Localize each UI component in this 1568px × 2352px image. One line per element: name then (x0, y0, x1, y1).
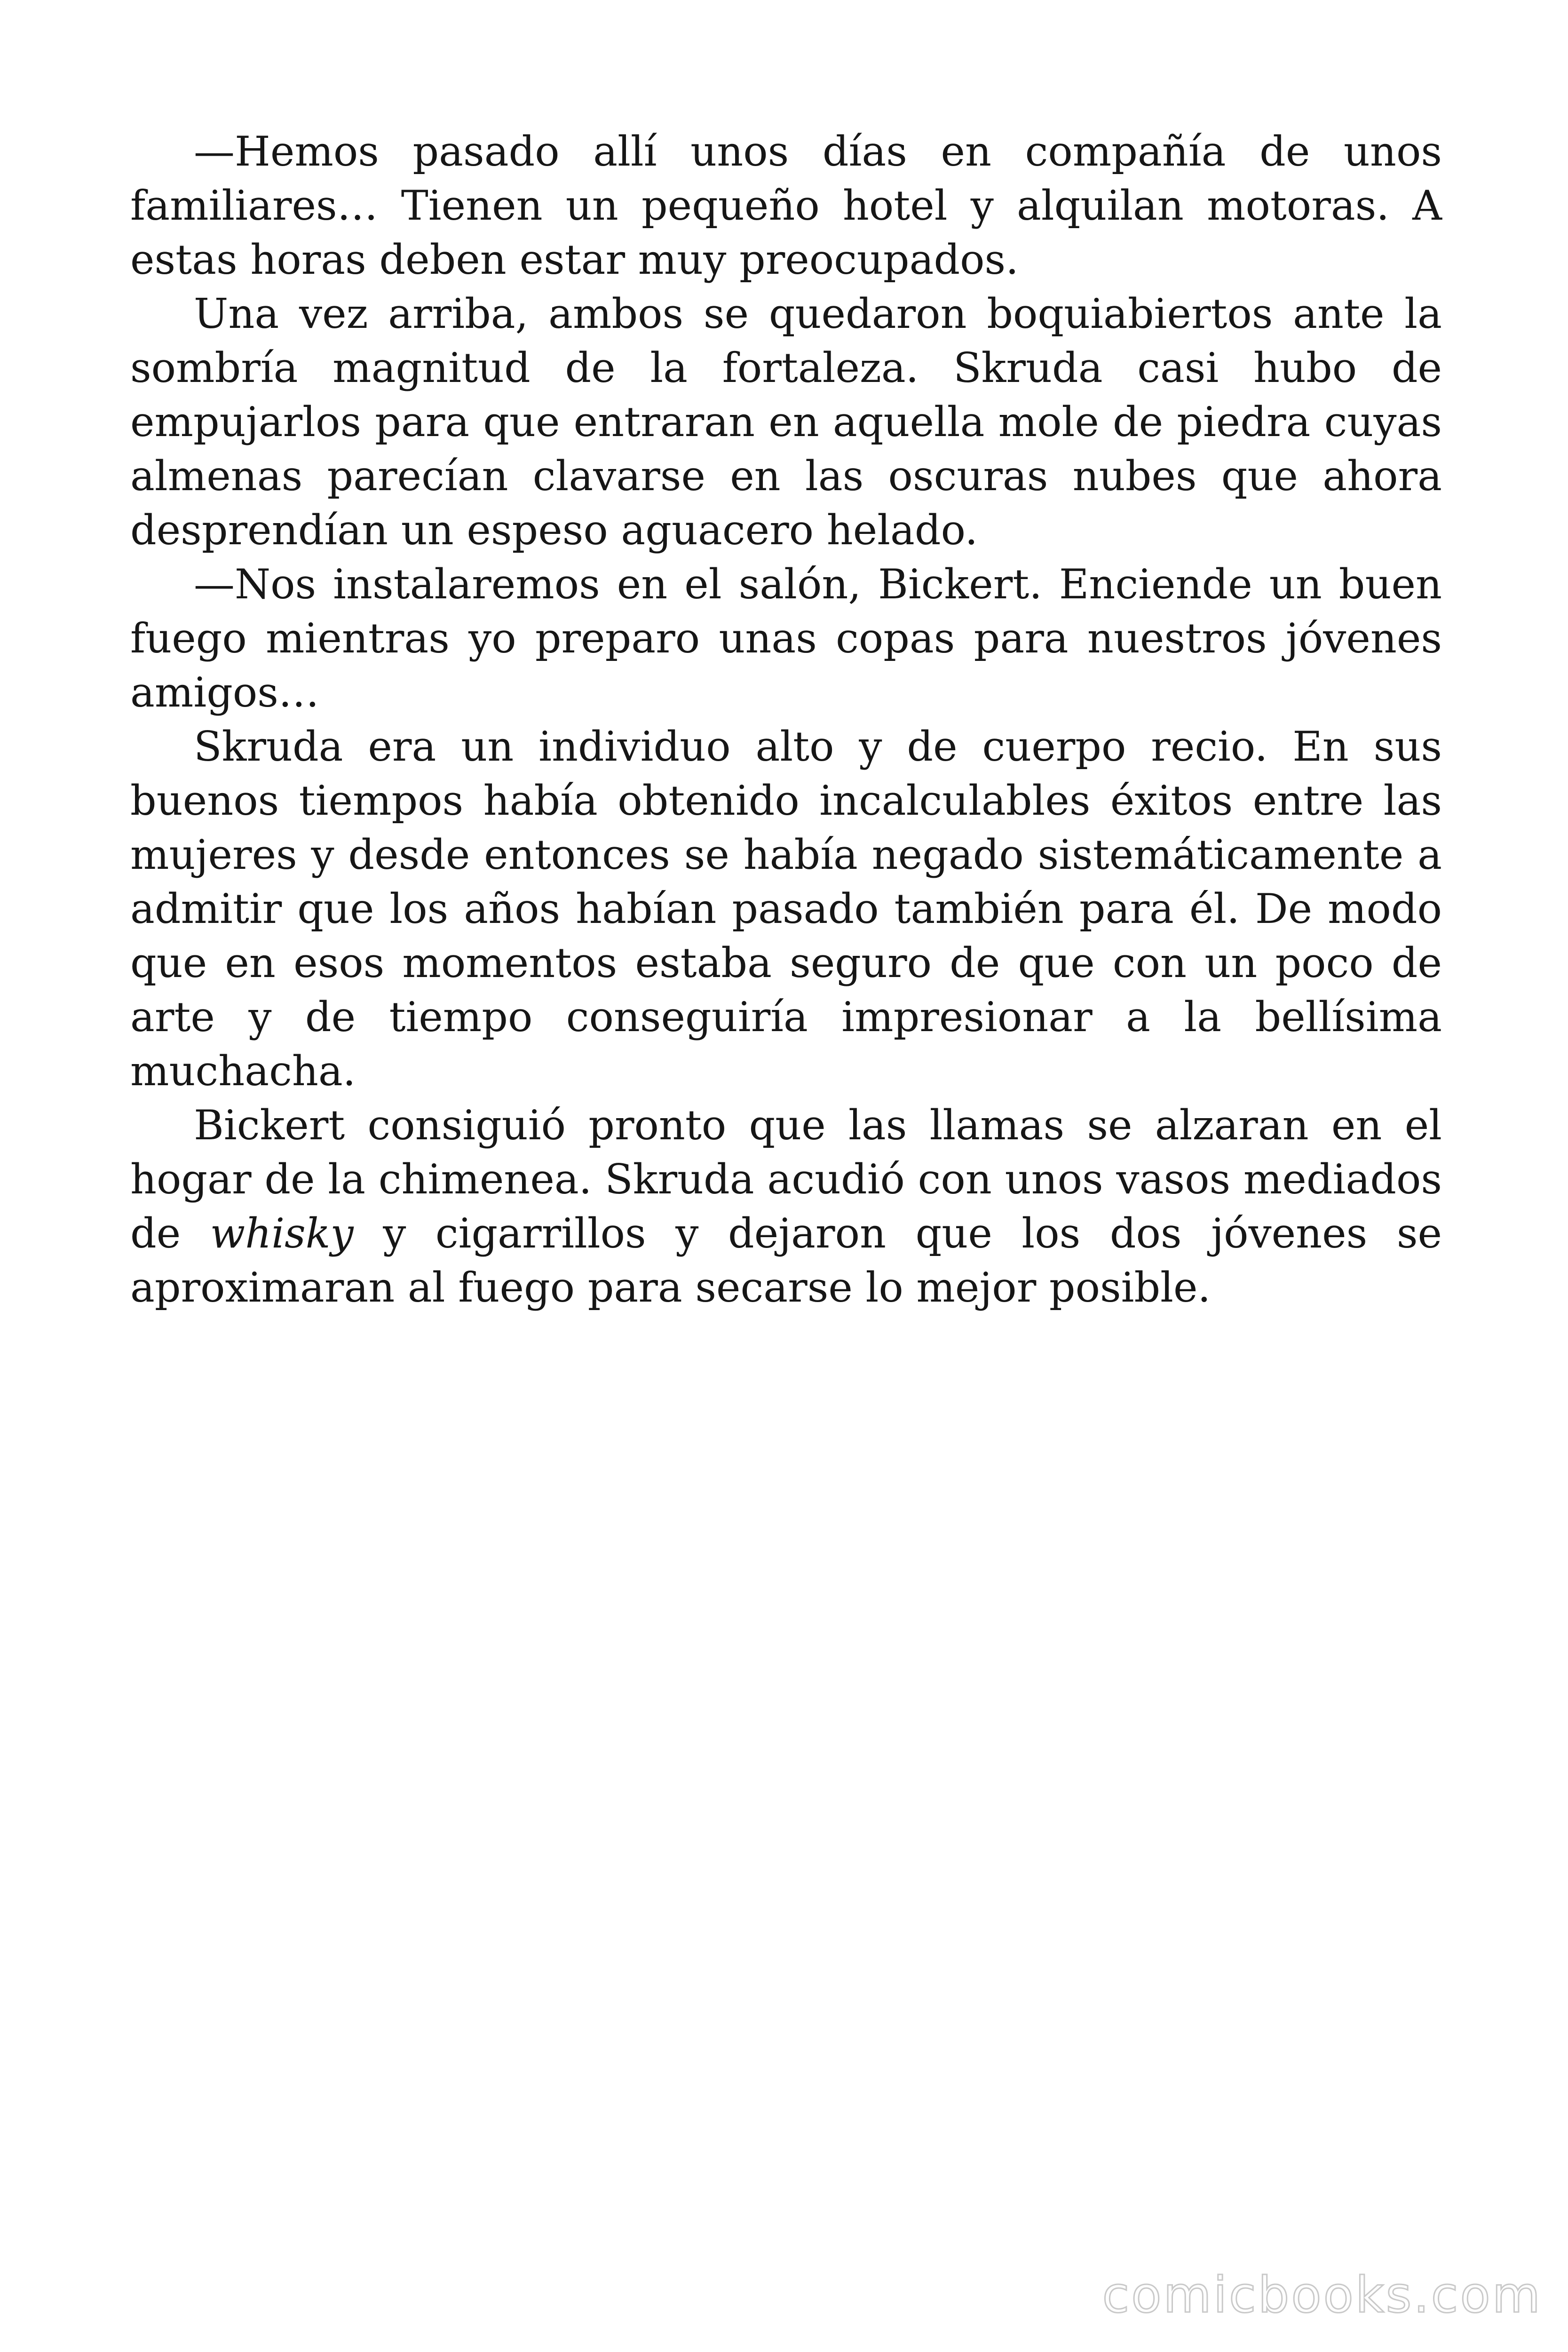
paragraph-text-after: y cigarrillos y dejaron que los dos jóvenes se aproximaran al fuego para secarse lo mejor posible. (130, 1209, 1442, 1311)
paragraph-text-before: Bickert consiguió pronto que las llamas se alzaran en el hogar de la chimenea. Skruda acudió con unos vasos mediados de (130, 1101, 1442, 1257)
paragraph: —Hemos pasado allí unos días en compañía de unos familiares… Tienen un pequeño hotel y alquilan motoras. A estas horas deben estar muy preocupados. (130, 127, 1442, 284)
paragraph: —Nos instalaremos en el salón, Bickert. Enciende un buen fuego mientras yo preparo unas copas para nuestros jóvenes amigos… (130, 560, 1442, 716)
paragraph: Skruda era un individuo alto y de cuerpo recio. En sus buenos tiempos había obtenido incalculables éxitos entre las mujeres y desde entonces se había negado sistemáticamente a admitir que los años habían pasado también para él. De modo que en esos momentos estaba seguro de que con un poco de arte y de tiempo conseguiría impresionar a la bellísima muchacha. (130, 723, 1442, 1095)
italic-word: whisky (210, 1209, 354, 1257)
paragraph: Una vez arriba, ambos se quedaron boquiabiertos ante la sombría magnitud de la fortaleza. Skruda casi hubo de empujarlos para que entraran en aquella mole de piedra cuyas almenas parecían clavarse en las oscuras nubes que ahora desprendían un espeso aguacero helado. (130, 290, 1442, 554)
paragraph (130, 1098, 1442, 1315)
page-body (130, 125, 1442, 1315)
watermark: comicbooks.com (1102, 2266, 1542, 2324)
